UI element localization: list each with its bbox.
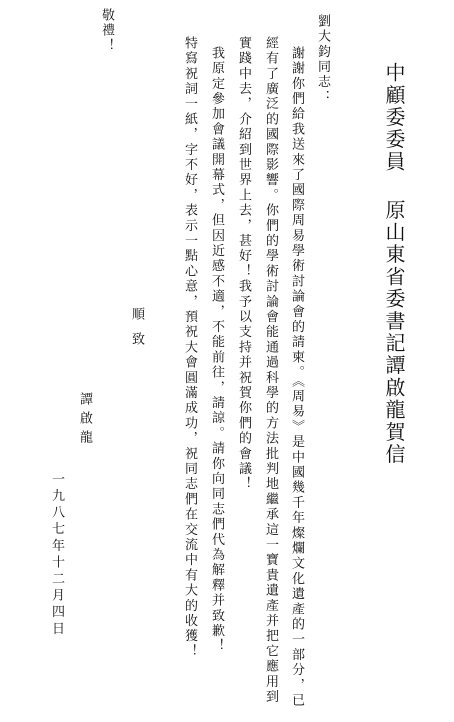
- salutation: 劉大鈞同志：: [315, 14, 330, 106]
- letter-date: 一九八七年十二月四日: [49, 472, 64, 638]
- body-line-1: 謝謝你們給我送來了國際周易學術討論會的請柬。《周易》是中國幾千年燦爛文化遺產的一部分，已: [289, 46, 304, 709]
- closing-salute: 敬禮！: [99, 8, 114, 54]
- body-line-4: 我原定參加會議開幕式，但因近感不適，不能前往，請諒。請你向同志們代為解釋并致歉！: [209, 46, 224, 654]
- body-line-2: 經有了廣泛的國際影響。你們的學術討論會能通過科學的方法批判地繼承這一寶貴遺產并把它應用到: [263, 36, 278, 705]
- body-line-5: 特寫祝詞一紙，字不好，表示一點心意，預祝大會圓滿成功，祝同志們在交流中有大的收獲！: [182, 36, 197, 660]
- letter-title: 中顧委委員 原山東省委書記譚啟龍賀信: [382, 62, 406, 466]
- body-line-3: 實踐中去，介紹到世界上去，甚好！我予以支持并祝賀你們的會議！: [236, 36, 251, 492]
- closing-phrase: 順致: [129, 307, 144, 357]
- signer-name: 譚啟龍: [77, 392, 92, 449]
